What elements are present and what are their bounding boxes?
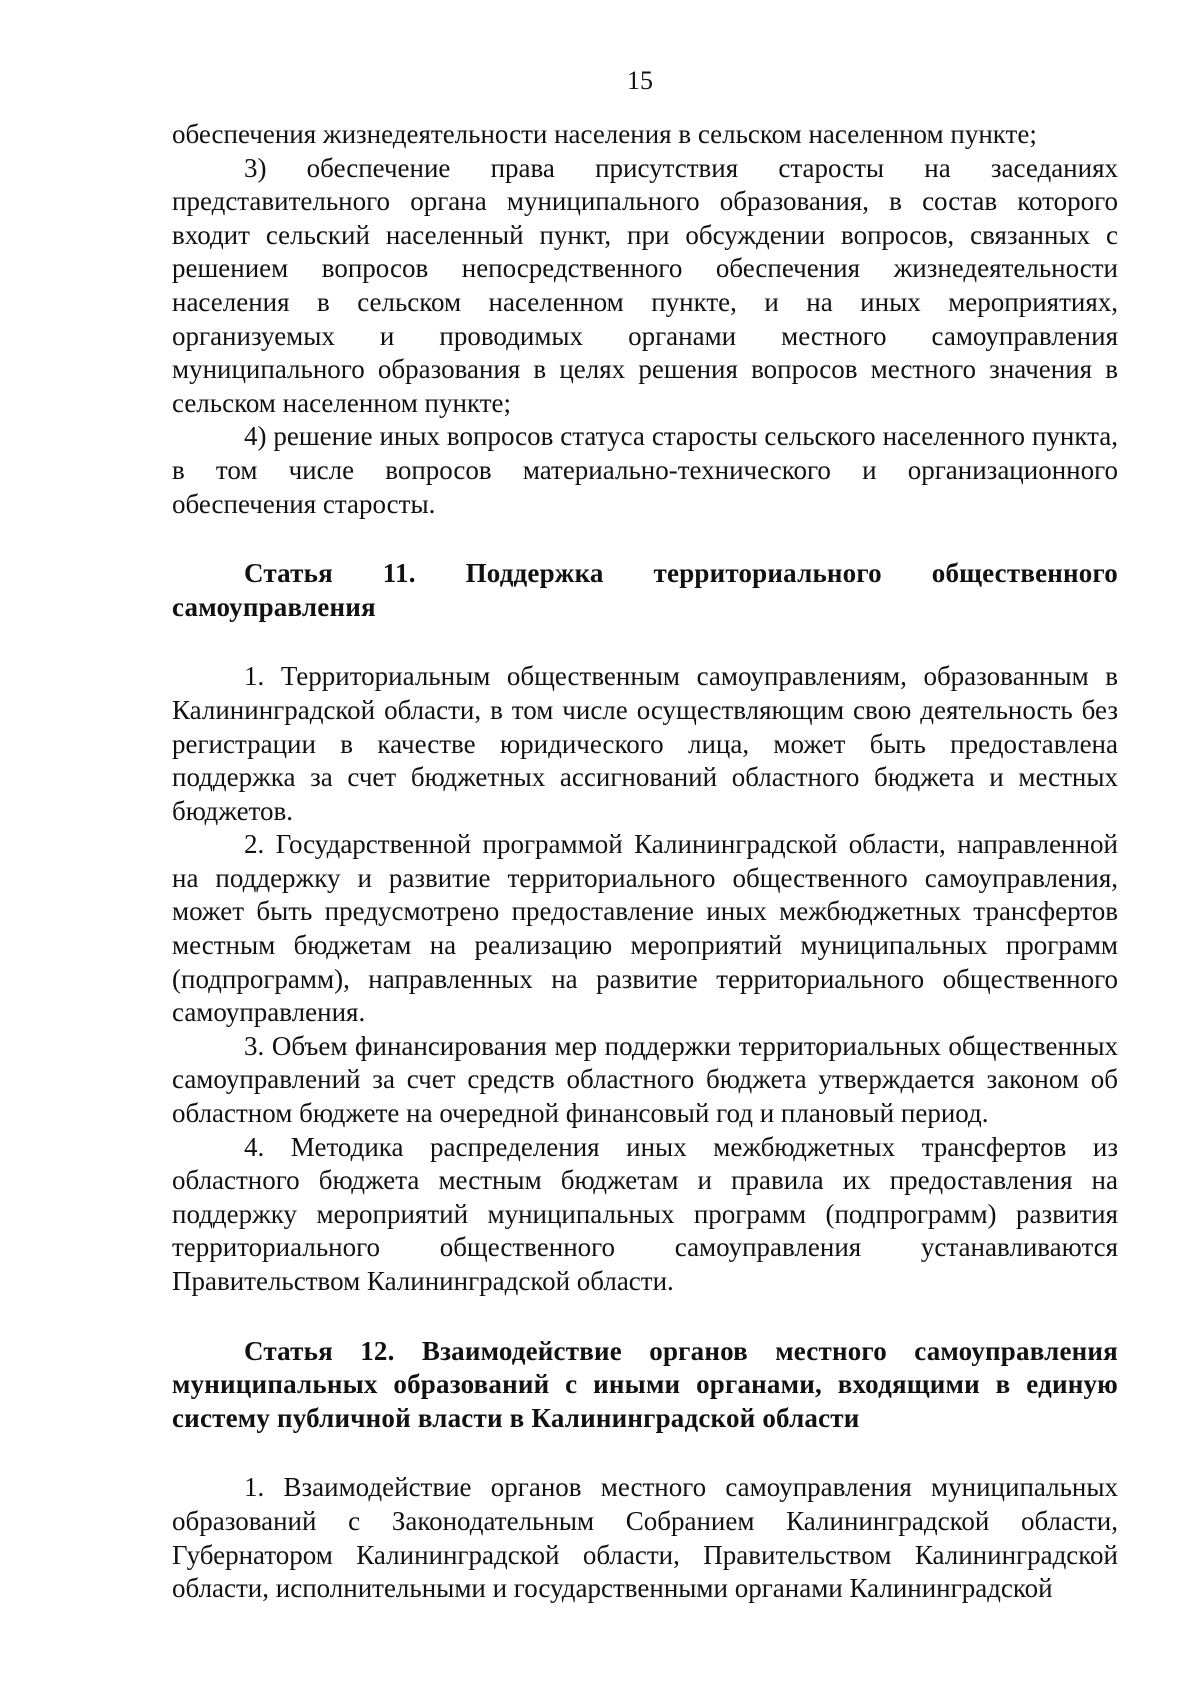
spacer — [172, 624, 1118, 660]
spacer — [172, 1435, 1118, 1471]
paragraph: 4. Методика распределения иных межбюджетных трансфертов из областного бюджета местным бюджетам и правила их предоставления на поддержку мероприятий муниципальных программ (подпрограмм) развития территориального общественного самоуправления устанавливаются Правительством Калининградской области. — [172, 1131, 1118, 1296]
paragraph: 3. Объем финансирования мер поддержки территориальных общественных самоуправлений за счет средств областного бюджета утверждается законом об областном бюджете на очередной финансовый год и плановый период. — [172, 1030, 1118, 1129]
paragraph: 1. Территориальным общественным самоуправлениям, образованным в Калининградской области, в том числе осуществляющим свою деятельность без регистрации в качестве юридического лица, может быть предоставлена поддержка за счет бюджетных ассигнований областного бюджета и местных бюджетов. — [172, 661, 1118, 826]
spacer — [172, 521, 1118, 557]
paragraph: обеспечения жизнедеятельности населения в сельском населенном пункте; — [172, 119, 1037, 149]
page-number: 15 — [627, 66, 653, 95]
paragraph: 4) решение иных вопросов статуса старосты сельского населенного пункта, в том числе вопросов материально-технического и организационного обеспечения старосты. — [172, 421, 1118, 519]
paragraph: 1. Взаимодействие органов местного самоуправления муниципальных образований с Законодательным Собранием Калининградской области, Губернатором Калининградской области, Правительством Калининградской области, исполнительными и государственными органами Калининградской — [172, 1472, 1118, 1604]
spacer — [172, 1299, 1118, 1335]
article-heading: Статья 11. Поддержка территориального общественного самоуправления — [172, 558, 1118, 622]
article-heading: Статья 12. Взаимодействие органов местного самоуправления муниципальных образований с иными органами, входящими в единую систему публичной власти в Калининградской области — [172, 1335, 1118, 1433]
paragraph: 2. Государственной программой Калининградской области, направленной на поддержку и развитие территориального общественного самоуправления, может быть предусмотрено предоставление иных межбюджетных трансфертов местным бюджетам на реализацию мероприятий муниципальных программ (подпрограмм), направленных на развитие территориального общественного самоуправления. — [172, 829, 1118, 1028]
document-body — [172, 118, 1118, 1606]
paragraph: 3) обеспечение права присутствия старосты на заседаниях представительного органа муниципального образования, в состав которого входит сельский населенный пункт, при обсуждении вопросов, связанных с решением вопросов непосредственного обеспечения жизнедеятельности населения в сельском населенном пункте, и на иных мероприятиях, организуемых и проводимых органами местного самоуправления муниципального образования в целях решения вопросов местного значения в сельском населенном пункте; — [172, 152, 1118, 418]
